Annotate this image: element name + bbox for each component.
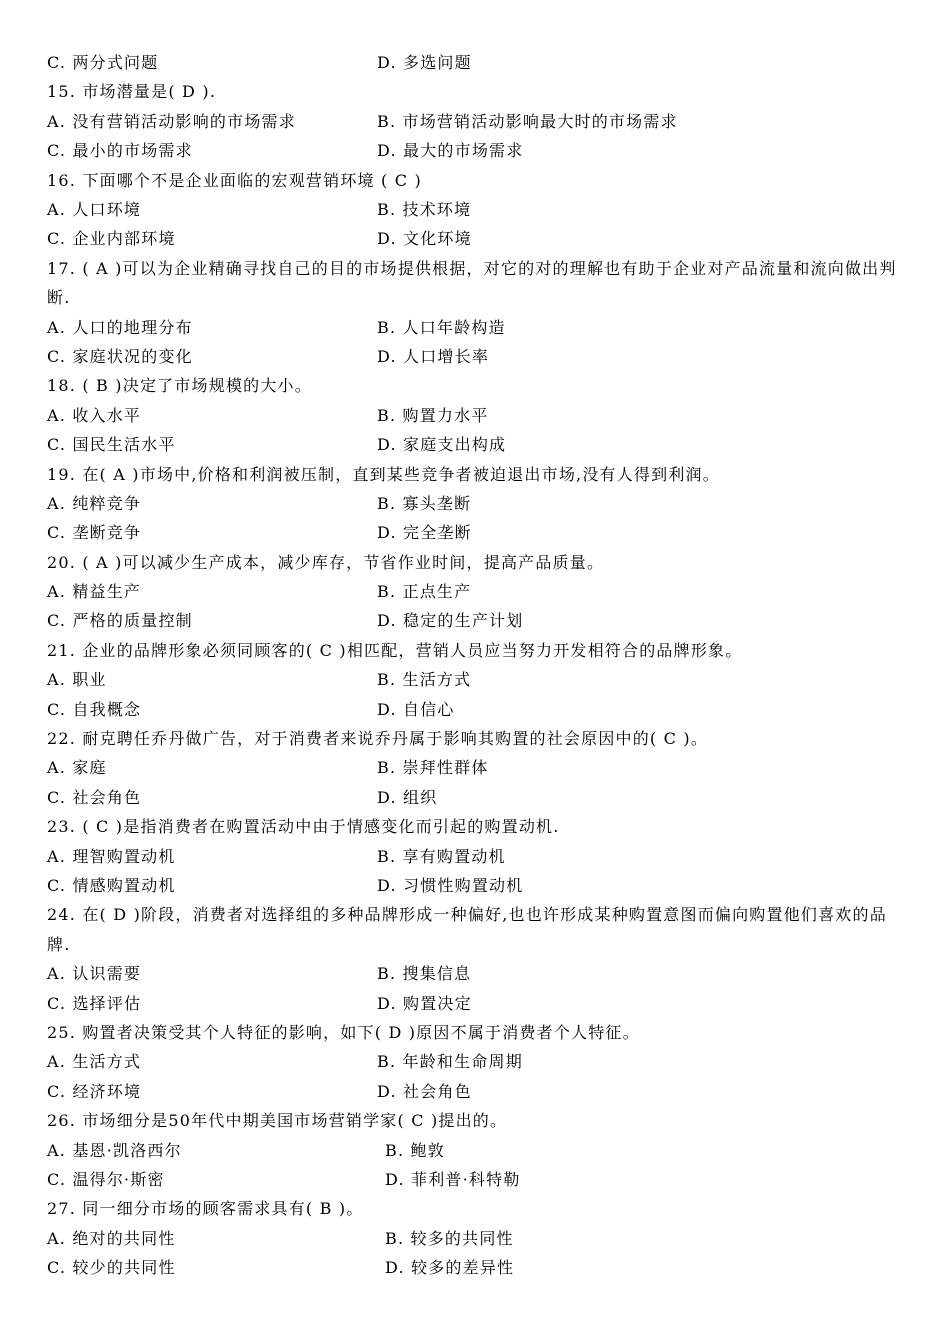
- option-left: C. 温得尔·斯密: [47, 1169, 165, 1189]
- option-right: D. 较多的差异性: [385, 1258, 515, 1278]
- option-row: [47, 577, 910, 606]
- question-text: 17. ( A )可以为企业精确寻找自己的目的市场提供根据，对它的对的理解也有助于企业对产品流量和流向做出判断.: [47, 258, 897, 308]
- option-left: A. 纯粹竞争: [47, 493, 142, 513]
- option-left: C. 情感购置动机: [47, 875, 176, 895]
- question-text: 24. 在( D )阶段，消费者对选择组的多种品牌形成一种偏好,也也许形成某种购置意图而偏向购置他们喜欢的品牌.: [47, 905, 887, 954]
- option-row: [47, 695, 910, 724]
- option-row: [47, 430, 910, 459]
- option-row: [47, 136, 910, 165]
- option-right: D. 稳定的生产计划: [377, 611, 524, 631]
- option-left: C. 垄断竞争: [47, 523, 142, 543]
- option-left: C. 国民生活水平: [47, 435, 176, 455]
- option-left: A. 人口的地理分布: [47, 317, 193, 337]
- option-left: C. 选择评估: [47, 993, 142, 1013]
- option-left: A. 没有营销活动影响的市场需求: [47, 111, 296, 131]
- option-row: [47, 753, 910, 782]
- option-left: A. 认识需要: [47, 964, 142, 984]
- option-right: B. 享有购置动机: [377, 846, 506, 866]
- option-right: D. 家庭支出构成: [377, 435, 507, 455]
- option-row: [47, 1047, 910, 1076]
- question-text: 23. ( C )是指消费者在购置活动中由于情感变化而引起的购置动机.: [47, 817, 560, 837]
- question-text: 21. 企业的品牌形象必须同顾客的( C )相匹配，营销人员应当努力开发相符合的品牌形象。: [47, 640, 743, 660]
- option-right: D. 习惯性购置动机: [377, 875, 524, 895]
- option-left: A. 基恩·凯洛西尔: [47, 1140, 182, 1160]
- option-left: C. 社会角色: [47, 787, 142, 807]
- option-left: C. 自我概念: [47, 699, 142, 719]
- option-row: [47, 224, 910, 253]
- question-text: 15. 市场潜量是( D ).: [47, 82, 217, 102]
- option-left: A. 人口环境: [47, 199, 142, 219]
- option-right: B. 寡头垄断: [377, 493, 472, 513]
- question-text: 19. 在( A )市场中,价格和利润被压制，直到某些竞争者被迫退出市场,没有人得到利润。: [47, 464, 720, 484]
- option-right: D. 自信心: [377, 699, 455, 719]
- option-row: [47, 665, 910, 694]
- option-left: C. 经济环境: [47, 1081, 142, 1101]
- option-left: A. 职业: [47, 670, 107, 690]
- question-text: 20. ( A )可以减少生产成本，减少库存，节省作业时间，提高产品质量。: [47, 552, 605, 572]
- option-right: B. 崇拜性群体: [377, 758, 489, 778]
- option-right: D. 社会角色: [377, 1081, 472, 1101]
- question-text: 27. 同一细分市场的顾客需求具有( B )。: [47, 1199, 364, 1219]
- option-row: [47, 489, 910, 518]
- option-right: D. 菲利普·科特勒: [385, 1169, 521, 1189]
- option-row: [47, 1224, 910, 1253]
- option-row: [47, 1077, 910, 1106]
- option-row: [47, 195, 910, 224]
- option-left: A. 收入水平: [47, 405, 142, 425]
- option-row: [47, 871, 910, 900]
- option-row: [47, 606, 910, 635]
- option-row: [47, 401, 910, 430]
- option-left: A. 家庭: [47, 758, 107, 778]
- option-row: [47, 518, 910, 547]
- question-text: 26. 市场细分是50年代中期美国市场营销学家( C )提出的。: [47, 1111, 508, 1131]
- question-text: 16. 下面哪个不是企业面临的宏观营销环境 ( C ): [47, 170, 422, 190]
- option-right: D. 组织: [377, 787, 438, 807]
- option-right: D. 最大的市场需求: [377, 141, 524, 161]
- option-right: B. 鲍敦: [385, 1140, 445, 1160]
- option-row: [47, 989, 910, 1018]
- option-left: C. 最小的市场需求: [47, 141, 193, 161]
- option-right: D. 人口增长率: [377, 346, 490, 366]
- option-row: [47, 107, 910, 136]
- option-right: B. 正点生产: [377, 582, 472, 602]
- option-row: [47, 842, 910, 871]
- option-left: C. 严格的质量控制: [47, 611, 193, 631]
- option-right: B. 购置力水平: [377, 405, 489, 425]
- option-right: D. 文化环境: [377, 229, 472, 249]
- question-text: 18. ( B )决定了市场规模的大小。: [47, 376, 312, 396]
- option-row: [47, 313, 910, 342]
- option-row: [47, 959, 910, 988]
- option-row: [47, 1253, 910, 1282]
- question-text: 22. 耐克聘任乔丹做广告，对于消费者来说乔丹属于影响其购置的社会原因中的( C )。: [47, 729, 709, 749]
- option-right: B. 搜集信息: [377, 964, 472, 984]
- option-row: [47, 48, 910, 77]
- option-left: A. 绝对的共同性: [47, 1228, 176, 1248]
- option-row: [47, 342, 910, 371]
- option-right: D. 完全垄断: [377, 523, 472, 543]
- option-left: C. 两分式问题: [47, 53, 159, 72]
- option-left: A. 理智购置动机: [47, 846, 176, 866]
- option-right: D. 多选问题: [377, 53, 472, 72]
- option-right: B. 技术环境: [377, 199, 472, 219]
- option-right: B. 年龄和生命周期: [377, 1052, 523, 1072]
- option-right: B. 人口年龄构造: [377, 317, 506, 337]
- option-right: B. 较多的共同性: [385, 1228, 514, 1248]
- option-left: C. 较少的共同性: [47, 1258, 176, 1278]
- option-row: [47, 1136, 910, 1165]
- option-right: B. 市场营销活动影响最大时的市场需求: [377, 111, 678, 131]
- option-left: C. 企业内部环境: [47, 229, 176, 249]
- option-right: D. 购置决定: [377, 993, 472, 1013]
- option-left: A. 生活方式: [47, 1052, 142, 1072]
- option-left: A. 精益生产: [47, 582, 142, 602]
- option-row: [47, 1165, 910, 1194]
- option-row: [47, 783, 910, 812]
- option-right: B. 生活方式: [377, 670, 472, 690]
- option-left: C. 家庭状况的变化: [47, 346, 193, 366]
- question-text: 25. 购置者决策受其个人特征的影响，如下( D )原因不属于消费者个人特征。: [47, 1022, 640, 1042]
